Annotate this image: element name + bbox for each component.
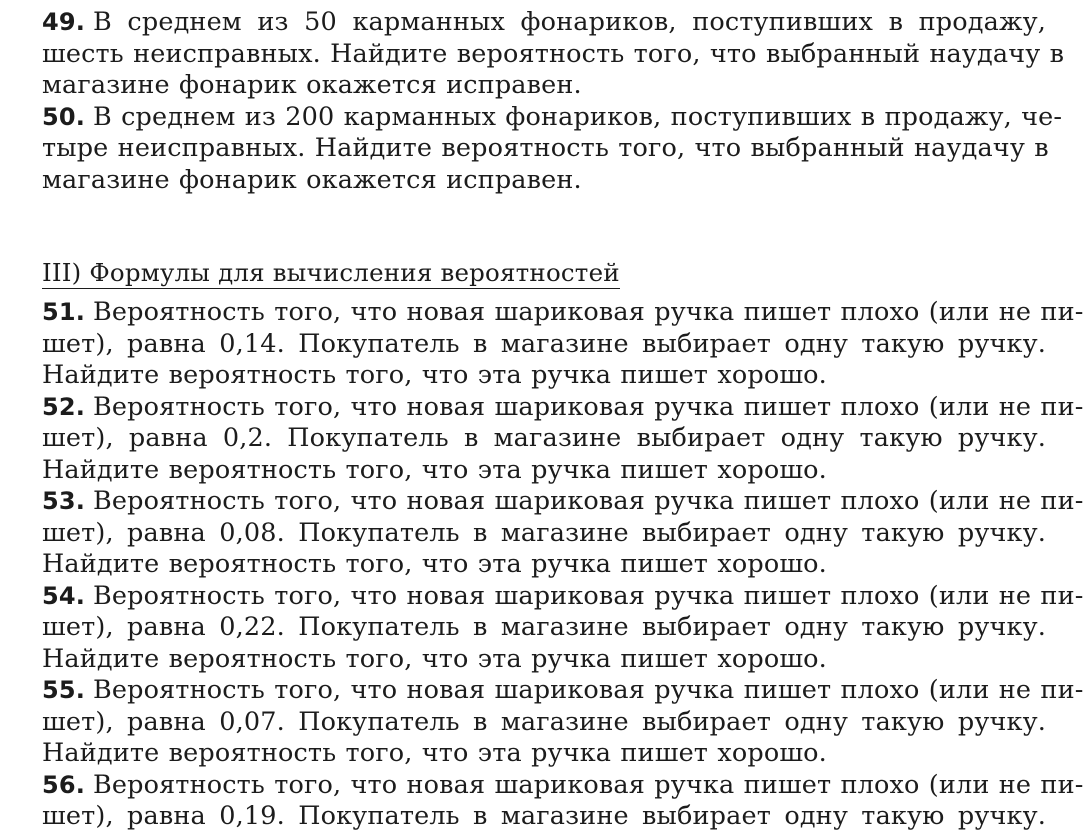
problem-line: шет), равна 0,19. Покупатель в магазине выбирает одну такую ручку.	[42, 801, 1046, 831]
problem-line: шет), равна 0,22. Покупатель в магазине выбирает одну такую ручку.	[42, 612, 1046, 642]
problem-number: 56.	[42, 770, 85, 799]
problem-number: 52.	[42, 392, 85, 421]
problem-line	[42, 486, 1084, 518]
problem-line: Найдите вероятность того, что эта ручка пишет хорошо.	[42, 738, 827, 768]
problem-number: 55.	[42, 676, 85, 704]
problem-number: 53.	[42, 487, 85, 515]
problem-text: Вероятность того, что новая шариковая ручка пишет плохо (или не пи-	[92, 580, 1084, 611]
problem-number: 49.	[42, 8, 85, 36]
problem-line: шет), равна 0,07. Покупатель в магазине выбирает одну такую ручку.	[42, 706, 1046, 737]
problem-49	[42, 7, 1065, 102]
document-page	[42, 7, 1084, 833]
problem-line	[42, 7, 1046, 39]
problem-55	[42, 675, 1084, 770]
problem-number: 51.	[42, 298, 85, 326]
problem-line: магазине фонарик окажется исправен.	[42, 70, 582, 100]
problem-line: шет), равна 0,14. Покупатель в магазине выбирает одну такую ручку.	[42, 328, 1046, 359]
problem-51	[42, 297, 1084, 392]
problem-53	[42, 486, 1084, 581]
problem-56	[42, 769, 1084, 833]
problem-line: шет), равна 0,2. Покупатель в магазине выбирает одну такую ручку.	[42, 423, 1046, 453]
problem-line: шесть неисправных. Найдите вероятность того, что выбранный наудачу в	[42, 38, 1065, 69]
problem-line	[42, 391, 1084, 424]
problem-50	[42, 101, 1063, 197]
problem-line: магазине фонарик окажется исправен.	[42, 164, 582, 195]
problem-line	[42, 580, 1084, 613]
problem-line: шет), равна 0,08. Покупатель в магазине выбирает одну такую ручку.	[42, 517, 1046, 548]
problem-line: Найдите вероятность того, что эта ручка пишет хорошо.	[42, 549, 827, 579]
problem-line: тыре неисправных. Найдите вероятность того, что выбранный наудачу в	[42, 133, 1049, 163]
problem-text: Вероятность того, что новая шариковая ручка пишет плохо (или не пи-	[92, 769, 1084, 800]
problem-line	[42, 101, 1063, 134]
problem-line	[42, 675, 1084, 707]
problem-text: Вероятность того, что новая шариковая ручка пишет плохо (или не пи-	[92, 675, 1084, 705]
problem-text: В среднем из 50 карманных фонариков, поступивших в продажу,	[92, 7, 1046, 37]
problem-line: Найдите вероятность того, что эта ручка пишет хорошо.	[42, 454, 827, 485]
section-title: III) Формулы для вычисления вероятностей	[42, 258, 620, 287]
problem-number: 50.	[42, 102, 85, 131]
problem-line	[42, 297, 1084, 329]
problem-text: В среднем из 200 карманных фонариков, поступивших в продажу, че-	[92, 101, 1063, 132]
section-spacer	[42, 196, 1046, 258]
problem-text: Вероятность того, что новая шариковая ручка пишет плохо (или не пи-	[92, 391, 1084, 422]
problem-line	[42, 769, 1084, 802]
problem-52	[42, 391, 1084, 487]
problem-text: Вероятность того, что новая шариковая ручка пишет плохо (или не пи-	[92, 297, 1084, 327]
problem-line: Найдите вероятность того, что эта ручка пишет хорошо.	[42, 643, 827, 674]
problem-54	[42, 580, 1084, 676]
problem-line: Найдите вероятность того, что эта ручка пишет хорошо.	[42, 360, 827, 390]
problem-number: 54.	[42, 581, 85, 610]
problem-text: Вероятность того, что новая шариковая ручка пишет плохо (или не пи-	[92, 486, 1084, 516]
